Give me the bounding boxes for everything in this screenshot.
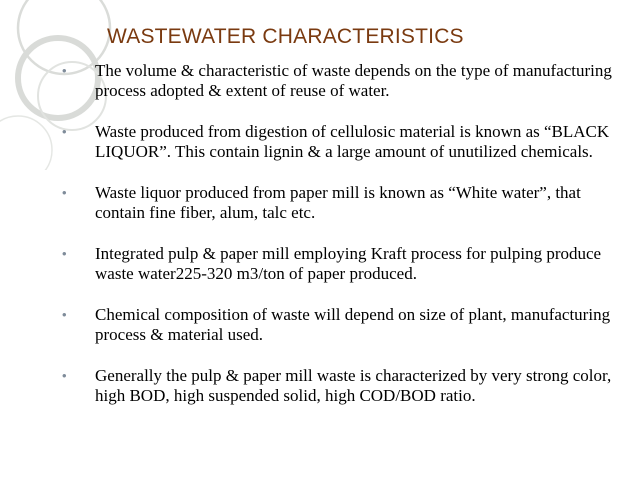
bullet-text: The volume & characteristic of waste depends on the type of manufacturing process adopted & extent of reuse of water.	[95, 61, 612, 100]
bullet-item	[62, 305, 622, 345]
bullet-text: Generally the pulp & paper mill waste is characterized by very strong color, high BOD, high suspended solid, high COD/BOD ratio.	[95, 366, 612, 405]
bullet-dot-icon: •	[62, 368, 67, 383]
bullet-text: Waste produced from digestion of cellulosic material is known as “BLACK LIQUOR”. This contain lignin & a large amount of unutilized chemicals.	[95, 122, 610, 161]
bullet-item	[62, 244, 622, 284]
bullet-item	[62, 122, 622, 162]
bullet-text: Integrated pulp & paper mill employing Kraft process for pulping produce waste water225-320 m3/ton of paper produced.	[95, 244, 602, 283]
bullet-text: Waste liquor produced from paper mill is known as “White water”, that contain fine fiber, alum, talc etc.	[95, 183, 581, 222]
bullet-item	[62, 366, 622, 406]
slide-title: WASTEWATER CHARACTERISTICS	[107, 25, 464, 48]
bullet-dot-icon: •	[62, 63, 67, 78]
bullet-item	[62, 61, 622, 101]
bullet-text: Chemical composition of waste will depend on size of plant, manufacturing process & material used.	[95, 305, 611, 344]
bullet-list	[62, 61, 622, 427]
bullet-dot-icon: •	[62, 307, 67, 322]
bullet-dot-icon: •	[62, 246, 67, 261]
bullet-item	[62, 183, 622, 223]
bullet-dot-icon: •	[62, 124, 67, 139]
bullet-dot-icon: •	[62, 185, 67, 200]
